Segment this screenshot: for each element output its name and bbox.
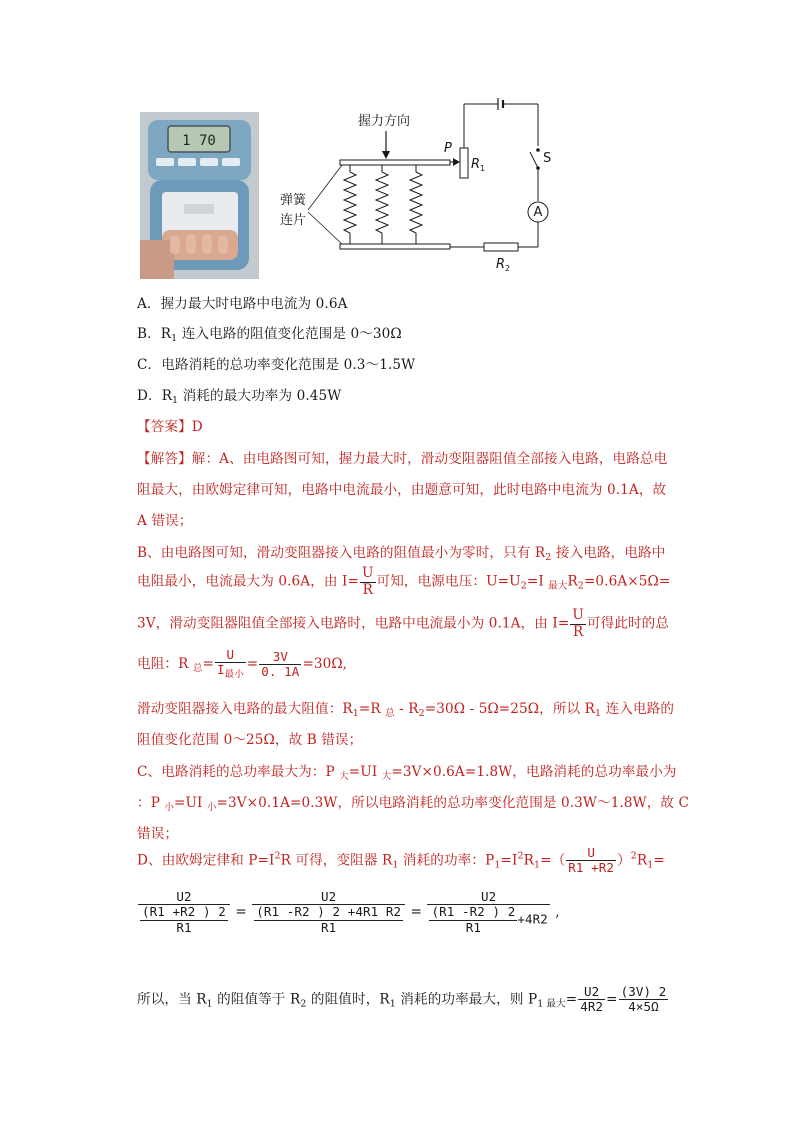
expr-3: U2 $\frac{(R1 -R2 ) 2}{R1}$ +4R2 — [427, 890, 549, 935]
spring-2 — [376, 165, 388, 244]
analysis-line-5: 电阻最小，电流最大为 0.6A，由 I= $\frac{U}{R}$ 可知，电源电压：$U=U_2=I$ $_{最大}R_2=0.6A\times 5\Omega=$ — [137, 565, 671, 598]
answer-line: 【答案】D — [137, 419, 203, 435]
r2-label: $R_2$ — [496, 257, 511, 273]
spring-label-2: 连片 — [280, 213, 307, 228]
analysis-equation-row: $\frac{U2}{\frac{(R1 +R2 ) 2}{R1}}$ = $\frac{U2}{\frac{(R1 -R2 ) 2 +4R1 R2}{R1}}$ = U2 $\frac{(R1 -R2 ) 2}{R1}$ +4R2 , — [137, 890, 560, 935]
spring-pointer-bottom — [308, 212, 342, 244]
analysis-line-12: 错误； — [137, 826, 179, 842]
spring-1 — [344, 165, 356, 244]
option-b: B．$R_1$ 连入电路的阻值变化范围是 0～30Ω — [137, 326, 402, 344]
analysis-line-15: 所以，当 $R_1$ 的阻值等于 $R_2$ 的阻值时，$R_1$ 消耗的功率最大，则 $P_{1 最大}=$ $\frac{U2}{4R2}$ = $\frac{(3V) 2}{4\times 5\Omega}$ — [137, 984, 667, 1015]
analysis-line-11: ：P $_小$=UI $_小$=3V×0.1A=0.3W，所以电路消耗的总功率变化范围是 0.3W～1.8W，故 C — [137, 795, 689, 813]
expr-2: $\frac{U2}{\frac{(R1 -R2 ) 2 +4R1 R2}{R1}}$ — [252, 890, 405, 935]
switch-label: S — [543, 151, 552, 166]
grip-arrow-head — [382, 151, 390, 159]
top-plate — [340, 160, 450, 165]
analysis-line-2: 阻最大，由欧姆定律可知，电路中电流最小，由题意可知，此时电路中电流为 0.1A，故 — [137, 482, 667, 498]
option-c: C．电路消耗的总功率变化范围是 0.3～1.5W — [137, 357, 416, 373]
spring-3 — [410, 165, 422, 244]
bottom-plate — [340, 244, 450, 249]
spring-label-1: 弹簧 — [280, 193, 307, 208]
grip-direction-label: 握力方向 — [358, 114, 411, 129]
analysis-line-4: B、由电路图可知，滑动变阻器接入电路的阻值最小为零时，只有 $R_2$ 接入电路，电路中 — [137, 545, 666, 563]
analysis-line-13: D、由欧姆定律和 $P=I^2R$ 可得，变阻器 $R_1$ 消耗的功率：$P_1=I^2R_1=$（ $\frac{U}{R1 +R2}$ ）$^2R_1=$ — [137, 845, 665, 876]
slider-label: P — [444, 141, 452, 156]
analysis-line-3: A 错误； — [137, 513, 193, 529]
slider-arrow — [453, 158, 460, 166]
switch-contact-top — [536, 148, 540, 152]
analysis-line-8: 滑动变阻器接入电路的最大阻值：$R_1=R$ $_总 - R_2=30\Omega - 5\Omega=25\Omega$，所以 $R_1$ 连入电路的 — [137, 701, 675, 719]
analysis-line-7: 电阻：R $_总$= $\frac{U}{I_{最小}}$ = $\frac{3V}{0. 1A}$ =30Ω, — [137, 647, 348, 681]
meter-display-text: 1 70 — [182, 133, 216, 149]
grip-meter-photo — [140, 112, 259, 279]
analysis-line-1: 【解答】解：A、由电路图可知，握力最大时，滑动变阻器阻值全部接入电路，电路总电 — [137, 451, 668, 467]
r2-resistor — [484, 243, 518, 251]
r1-label: $R_1$ — [471, 157, 486, 173]
option-d: D．$R_1$ 消耗的最大功率为 0.45W — [137, 388, 342, 406]
analysis-line-10: C、电路消耗的总功率最大为：P $_大$=UI $_大$=3V×0.6A=1.8W，电路消耗的总功率最小为 — [137, 764, 677, 782]
analysis-line-6: 3V，滑动变阻器阻值全部接入电路时，电路中电流最小为 0.1A，由 I= $\frac{U}{R}$ 可得此时的总 — [137, 607, 670, 640]
ammeter-label: A — [533, 205, 543, 220]
switch-blade — [530, 152, 538, 168]
option-a: A．握力最大时电路中电流为 0.6A — [137, 296, 348, 312]
circuit-diagram — [270, 98, 560, 278]
r1-resistor — [460, 148, 468, 178]
expr-1: $\frac{U2}{\frac{(R1 +R2 ) 2}{R1}}$ — [138, 890, 230, 935]
analysis-line-9: 阻值变化范围 0～25Ω，故 B 错误； — [137, 732, 363, 748]
spring-pointer-top — [308, 165, 342, 210]
